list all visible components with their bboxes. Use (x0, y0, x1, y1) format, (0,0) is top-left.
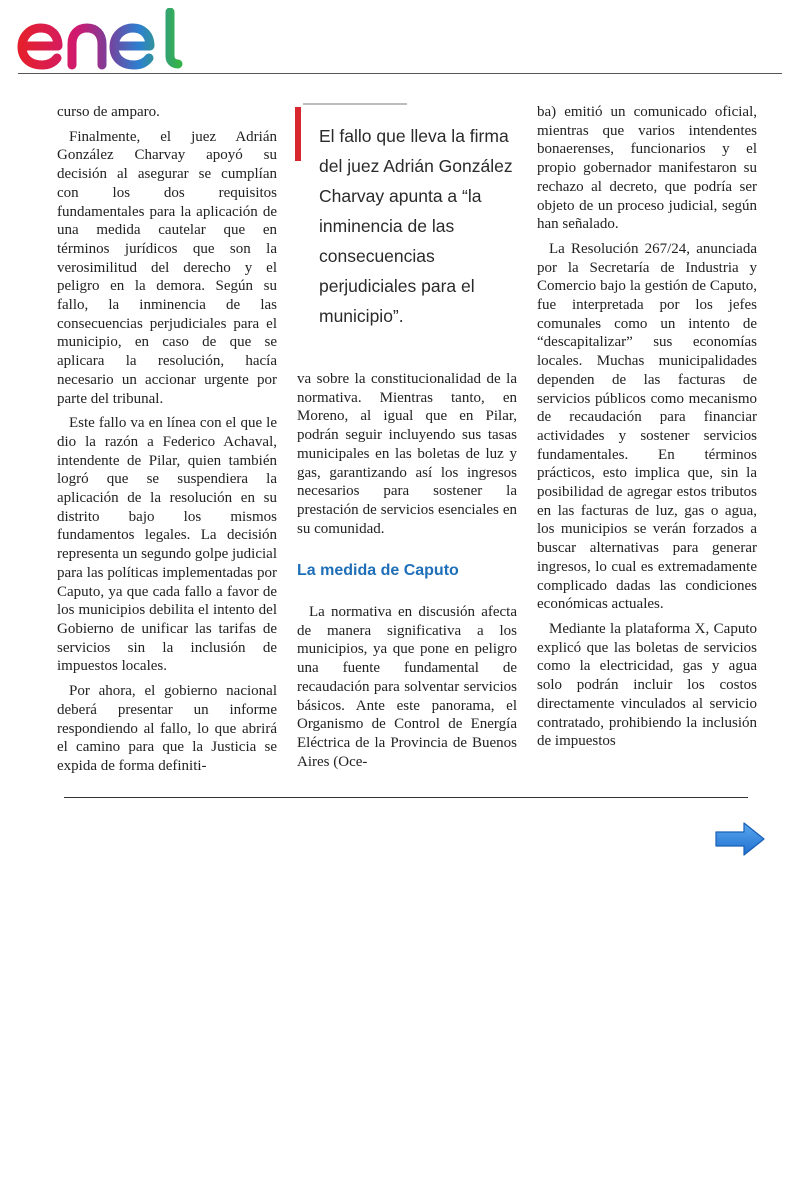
pull-quote-text: El fallo que lleva la firma del juez Adrián González Charvay apunta a “la inminencia de las consecuencias perjudiciales para el municipio”. (319, 126, 513, 326)
paragraph: La Resolución 267/24, anunciada por la Secretaría de Industria y Comercio bajo la gestión de Caputo, fue interpretada por los jefes comunales como un intento de “descapitalizar” sus economías locales. Muchas municipalidades dependen de las facturas de servicios públicos como mecanismo de recaudación para financiar actividades y sostener servicios fundamentales. En términos prácticos, esto implica que, sin la posibilidad de agregar estos tributos en las facturas de luz, gas o agua, los municipios se verán forzados a buscar alternativas para generar ingresos, lo cual es extremadamente complicado dadas las condiciones económicas actuales. (537, 240, 757, 613)
enel-logo (14, 8, 184, 70)
footer-divider (64, 797, 748, 798)
arrow-right-icon[interactable] (712, 820, 768, 858)
paragraph: Finalmente, el juez Adrián González Charvay apoyó su decisión al asegurar se cumplían con los dos requisitos fundamentales para la aplicación de una medida cautelar que en términos jurídicos que son la verosimilitud del derecho y el peligro en la demora. Según su fallo, la inminencia de las consecuencias perjudiciales para el municipio, en caso de que se aplicara la resolución, hacía necesario un accionar urgente por parte del tribunal. (57, 128, 277, 407)
pull-quote (295, 103, 527, 343)
header-divider (18, 73, 782, 74)
paragraph: Por ahora, el gobierno nacional deberá presentar un informe respondiendo al fallo, lo que abrirá el camino para que la Justicia se expida de forma definiti- (57, 683, 277, 774)
paragraph: Este fallo va en línea con el que le dio la razón a Federico Achaval, intendente de Pilar, quien también logró que se suspendiera la aplicación de la resolución en su distrito bajo los mismos fundamentos legales. La decisión representa un segundo golpe judicial para las políticas implementadas por Caputo, ya que cada fallo a favor de los municipios debilita el intento del Gobierno de unificar las tarifas de servicios sin la inclusión de impuestos locales. (57, 415, 277, 675)
article-column-1 (57, 103, 277, 776)
paragraph: curso de amparo. (57, 104, 160, 120)
pull-quote-accent-bar (295, 107, 301, 161)
article-column-2 (297, 370, 517, 771)
paragraph: va sobre la constitucionalidad de la normativa. Mientras tanto, en Moreno, al igual que en Pilar, podrán seguir incluyendo sus tasas municipales en las boletas de luz y gas, garantizando así los ingresos necesarios para sostener la prestación de servicios esenciales en su comunidad. (297, 371, 517, 537)
pull-quote-rule (303, 103, 407, 105)
paragraph: ba) emitió un comunicado oficial, mientras que varios intendentes bonaerenses, funcionarios y el propio gobernador manifestaron su rechazo al decreto, que podría ser objeto de un proceso judicial, según han señalado. (537, 104, 757, 233)
paragraph: Mediante la plataforma X, Caputo explicó que las boletas de servicios como la electricidad, gas y agua solo podrán incluir los costos directamente vinculados al servicio contratado, prohibiendo la inclusión de impuestos (537, 620, 757, 750)
section-subheading: La medida de Caputo (297, 562, 459, 580)
article-column-3 (537, 103, 757, 751)
paragraph: La normativa en discusión afecta de manera significativa a los municipios, ya que pone en peligro una fuente fundamental de recaudación para solventar servicios básicos. Ante este panorama, el Organismo de Control de Energía Eléctrica de la Provincia de Buenos Aires (Oce- (297, 604, 517, 770)
